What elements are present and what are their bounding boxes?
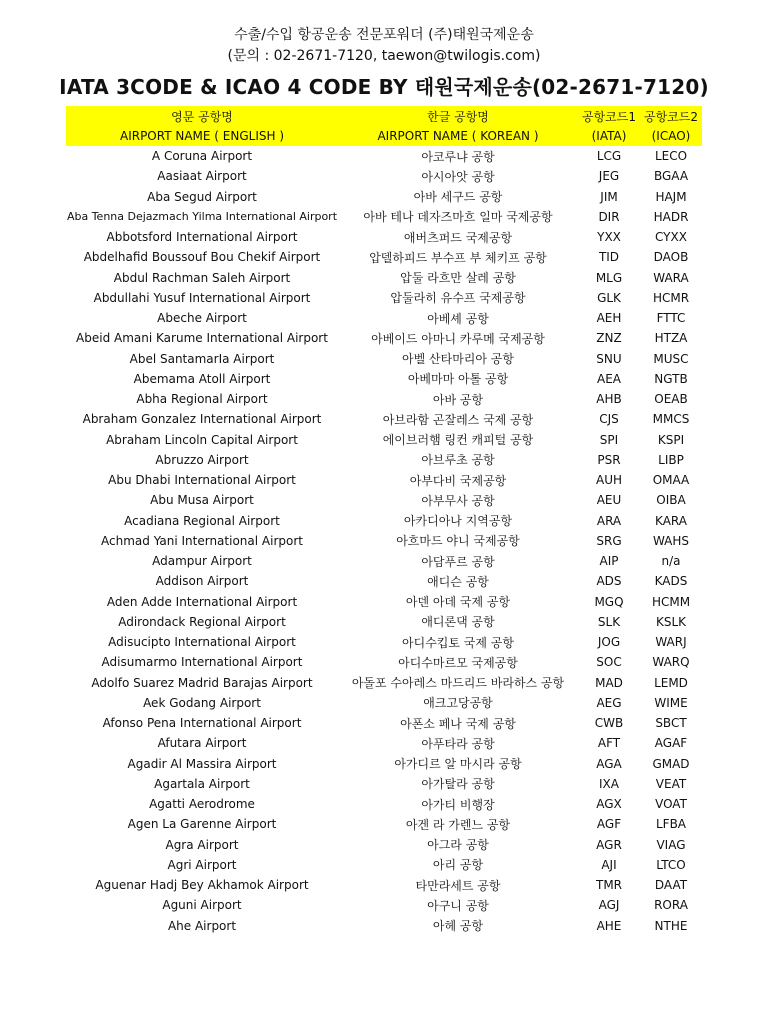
cell-english-name: Aguni Airport bbox=[162, 898, 242, 913]
cell-english-name: Abu Musa Airport bbox=[150, 493, 254, 508]
cell-english-name: Aguenar Hadj Bey Akhamok Airport bbox=[95, 878, 309, 893]
cell-iata-code: AGJ bbox=[598, 898, 620, 913]
cell-icao-code: NTHE bbox=[654, 918, 688, 933]
cell-english-name: Afutara Airport bbox=[157, 736, 247, 751]
cell-english-name: Adisumarmo International Airport bbox=[101, 655, 303, 670]
table-row bbox=[66, 855, 702, 875]
cell-iata-code: AEA bbox=[597, 371, 621, 386]
table-row bbox=[66, 531, 702, 551]
cell-iata-code: LCG bbox=[596, 149, 622, 164]
cell-english-name: A Coruna Airport bbox=[151, 149, 253, 164]
cell-english-name: Agatti Aerodrome bbox=[149, 797, 255, 812]
cell-iata-code: AFT bbox=[597, 736, 621, 751]
table-row bbox=[66, 308, 702, 328]
cell-iata-code: TMR bbox=[595, 878, 623, 893]
cell-english-name: Adampur Airport bbox=[152, 554, 252, 569]
table-row bbox=[66, 470, 702, 490]
cell-korean-name: 아그라 공항 bbox=[427, 838, 489, 853]
table-row bbox=[66, 227, 702, 247]
table-row bbox=[66, 673, 702, 693]
cell-english-name: Abbotsford International Airport bbox=[106, 230, 298, 245]
table-row bbox=[66, 875, 702, 895]
cell-icao-code: HADR bbox=[653, 209, 689, 224]
table-row bbox=[66, 733, 702, 753]
cell-icao-code: OEAB bbox=[654, 392, 688, 407]
cell-icao-code: VOAT bbox=[655, 797, 687, 812]
cell-iata-code: JIM bbox=[600, 189, 618, 204]
cell-iata-code: ARA bbox=[596, 513, 622, 528]
cell-iata-code: AHE bbox=[596, 918, 622, 933]
cell-english-name: Abeid Amani Karume International Airport bbox=[76, 331, 328, 346]
cell-english-name: Aba Tenna Dejazmach Yilma International Airport bbox=[66, 210, 338, 224]
table-row bbox=[66, 450, 702, 470]
cell-icao-code: WIME bbox=[654, 695, 688, 710]
cell-icao-code: WARQ bbox=[652, 655, 690, 670]
cell-iata-code: AUH bbox=[595, 473, 622, 488]
cell-icao-code: HTZA bbox=[654, 331, 688, 346]
cell-iata-code: AGF bbox=[596, 817, 622, 832]
cell-icao-code: HAJM bbox=[655, 189, 687, 204]
header-english-name: AIRPORT NAME ( ENGLISH ) bbox=[66, 126, 338, 146]
cell-korean-name: 아담푸르 공항 bbox=[421, 554, 495, 569]
cell-english-name: Adisucipto International Airport bbox=[108, 635, 296, 650]
table-row bbox=[66, 551, 702, 571]
cell-korean-name: 아디수마르모 국제공항 bbox=[398, 655, 518, 670]
cell-english-name: Aek Godang Airport bbox=[143, 695, 261, 710]
cell-icao-code: WARA bbox=[653, 270, 689, 285]
cell-iata-code: CWB bbox=[594, 716, 624, 731]
cell-icao-code: KARA bbox=[655, 513, 687, 528]
table-row bbox=[66, 713, 702, 733]
table-row bbox=[66, 895, 702, 915]
table-row bbox=[66, 916, 702, 936]
header-row-korean bbox=[66, 106, 702, 126]
header-korean-name-ko: 한글 공항명 bbox=[338, 106, 578, 126]
cell-icao-code: HCMR bbox=[652, 290, 690, 305]
cell-iata-code: MGQ bbox=[594, 594, 624, 609]
cell-korean-name: 아바 공항 bbox=[432, 392, 484, 407]
table-row bbox=[66, 166, 702, 186]
cell-korean-name: 아리 공항 bbox=[432, 858, 484, 873]
cell-english-name: Agadir Al Massira Airport bbox=[127, 756, 277, 771]
cell-english-name: Adirondack Regional Airport bbox=[118, 614, 286, 629]
cell-iata-code: AJI bbox=[601, 857, 617, 872]
cell-korean-name: 아가디르 알 마시라 공항 bbox=[394, 757, 522, 772]
cell-iata-code: AGR bbox=[596, 837, 622, 852]
cell-icao-code: DAOB bbox=[653, 250, 689, 265]
cell-icao-code: OIBA bbox=[656, 493, 686, 508]
cell-korean-name: 에이브러햄 링컨 캐피털 공항 bbox=[382, 433, 534, 448]
cell-iata-code: YXX bbox=[597, 230, 621, 245]
cell-icao-code: KSPI bbox=[657, 432, 685, 447]
cell-iata-code: AEH bbox=[596, 311, 622, 326]
cell-icao-code: HCMM bbox=[651, 594, 691, 609]
cell-icao-code: MUSC bbox=[653, 351, 689, 366]
cell-iata-code: AEG bbox=[596, 695, 622, 710]
cell-iata-code: AEU bbox=[596, 493, 622, 508]
table-row bbox=[66, 835, 702, 855]
cell-icao-code: LEMD bbox=[654, 675, 688, 690]
cell-korean-name: 아덴 아데 국제 공항 bbox=[405, 595, 511, 610]
cell-english-name: Abraham Lincoln Capital Airport bbox=[106, 432, 298, 447]
table-row bbox=[66, 430, 702, 450]
cell-icao-code: VEAT bbox=[655, 776, 687, 791]
cell-korean-name: 아폰소 페나 국제 공항 bbox=[400, 716, 516, 731]
cell-english-name: Abraham Gonzalez International Airport bbox=[82, 412, 322, 427]
table-row bbox=[66, 349, 702, 369]
table-row bbox=[66, 187, 702, 207]
cell-icao-code: SBCT bbox=[655, 716, 687, 731]
cell-english-name: Abha Regional Airport bbox=[136, 392, 268, 407]
cell-icao-code: LTCO bbox=[656, 857, 686, 872]
cell-korean-name: 아베마마 아톨 공항 bbox=[407, 372, 509, 387]
cell-korean-name: 애디슨 공항 bbox=[427, 574, 489, 589]
cell-icao-code: KSLK bbox=[655, 614, 687, 629]
cell-icao-code: WARJ bbox=[655, 635, 687, 650]
cell-korean-name: 아가티 비행장 bbox=[421, 797, 495, 812]
cell-english-name: Abdul Rachman Saleh Airport bbox=[113, 270, 291, 285]
cell-korean-name: 아겐 라 가렌느 공항 bbox=[405, 817, 511, 832]
table-header bbox=[66, 106, 702, 146]
cell-korean-name: 아브루초 공항 bbox=[421, 453, 495, 468]
cell-english-name: Ahe Airport bbox=[167, 918, 237, 933]
cell-icao-code: DAAT bbox=[654, 878, 688, 893]
table-row bbox=[66, 693, 702, 713]
cell-icao-code: MMCS bbox=[652, 412, 690, 427]
cell-english-name: Addison Airport bbox=[155, 574, 249, 589]
table-row bbox=[66, 511, 702, 531]
cell-english-name: Agen La Garenne Airport bbox=[127, 817, 277, 832]
cell-korean-name: 아푸타라 공항 bbox=[421, 736, 495, 751]
table-row bbox=[66, 268, 702, 288]
table-row bbox=[66, 571, 702, 591]
cell-korean-name: 아돌포 수아레스 마드리드 바라하스 공항 bbox=[351, 676, 565, 691]
cell-english-name: Agri Airport bbox=[167, 857, 237, 872]
cell-icao-code: LIBP bbox=[658, 452, 684, 467]
cell-iata-code: MLG bbox=[595, 270, 623, 285]
cell-iata-code: SRG bbox=[596, 533, 622, 548]
table-row bbox=[66, 409, 702, 429]
cell-english-name: Abruzzo Airport bbox=[155, 452, 249, 467]
header-korean-name: AIRPORT NAME ( KOREAN ) bbox=[338, 126, 578, 146]
cell-iata-code: PSR bbox=[597, 452, 621, 467]
cell-korean-name: 애버츠퍼드 국제공항 bbox=[403, 230, 513, 245]
cell-korean-name: 애크고당공항 bbox=[423, 696, 493, 711]
cell-icao-code: OMAA bbox=[652, 473, 690, 488]
table-row bbox=[66, 632, 702, 652]
cell-iata-code: ZNZ bbox=[596, 331, 622, 346]
table-row bbox=[66, 288, 702, 308]
cell-iata-code: SOC bbox=[596, 655, 622, 670]
cell-korean-name: 아바 테나 데자즈마흐 일마 국제공항 bbox=[363, 210, 553, 225]
cell-english-name: Afonso Pena International Airport bbox=[102, 716, 302, 731]
cell-icao-code: RORA bbox=[654, 898, 688, 913]
cell-icao-code: BGAA bbox=[653, 169, 689, 184]
cell-english-name: Aba Segud Airport bbox=[147, 189, 257, 204]
table-row bbox=[66, 207, 702, 227]
table-body bbox=[66, 146, 702, 936]
cell-icao-code: AGAF bbox=[654, 736, 688, 751]
cell-korean-name: 아벨 산타마리아 공항 bbox=[402, 352, 514, 367]
cell-english-name: Aden Adde International Airport bbox=[106, 594, 298, 609]
cell-icao-code: GMAD bbox=[652, 756, 690, 771]
cell-english-name: Abdelhafid Boussouf Bou Chekif Airport bbox=[83, 250, 321, 265]
cell-icao-code: KADS bbox=[654, 574, 688, 589]
cell-english-name: Abeche Airport bbox=[157, 311, 247, 326]
cell-iata-code: IXA bbox=[599, 776, 619, 791]
table-row bbox=[66, 612, 702, 632]
cell-korean-name: 아시아앗 공항 bbox=[421, 169, 495, 184]
page-title: IATA 3CODE & ICAO 4 CODE BY 태원국제운송(02-2671-7120) bbox=[59, 75, 709, 99]
cell-icao-code: n/a bbox=[661, 554, 681, 569]
cell-korean-name: 아헤 공항 bbox=[432, 919, 484, 934]
cell-korean-name: 아브라함 곤잘레스 국제 공항 bbox=[382, 412, 534, 427]
header-iata: (IATA) bbox=[578, 126, 640, 146]
cell-icao-code: FTTC bbox=[656, 311, 686, 326]
cell-iata-code: SLK bbox=[597, 614, 621, 629]
cell-korean-name: 타만라세트 공항 bbox=[415, 878, 501, 893]
cell-english-name: Achmad Yani International Airport bbox=[101, 533, 303, 548]
contact-line: (문의 : 02-2671-7120, taewon@twilogis.com) bbox=[227, 48, 541, 64]
table-row bbox=[66, 592, 702, 612]
cell-english-name: Agra Airport bbox=[165, 837, 239, 852]
cell-english-name: Abu Dhabi International Airport bbox=[108, 473, 296, 488]
cell-korean-name: 압둘라히 유수프 국제공항 bbox=[390, 291, 526, 306]
table-row bbox=[66, 328, 702, 348]
cell-korean-name: 아흐마드 야니 국제공항 bbox=[396, 534, 520, 549]
cell-english-name: Adolfo Suarez Madrid Barajas Airport bbox=[91, 675, 313, 690]
cell-korean-name: 아베셰 공항 bbox=[427, 311, 489, 326]
table-row bbox=[66, 794, 702, 814]
cell-iata-code: GLK bbox=[597, 290, 621, 305]
cell-icao-code: LECO bbox=[654, 149, 688, 164]
cell-korean-name: 아카디아나 지역공항 bbox=[403, 514, 513, 529]
company-line: 수출/수입 항공운송 전문포워더 (주)태원국제운송 bbox=[234, 27, 534, 43]
cell-iata-code: DIR bbox=[598, 209, 620, 224]
cell-iata-code: SNU bbox=[596, 351, 622, 366]
cell-korean-name: 아바 세구드 공항 bbox=[413, 190, 503, 205]
cell-korean-name: 아가탈라 공항 bbox=[421, 777, 495, 792]
cell-iata-code: AGA bbox=[596, 756, 622, 771]
airport-code-table bbox=[66, 106, 702, 936]
cell-english-name: Agartala Airport bbox=[154, 776, 250, 791]
cell-korean-name: 아부다비 국제공항 bbox=[409, 473, 507, 488]
header-icao: (ICAO) bbox=[640, 126, 702, 146]
table-row bbox=[66, 774, 702, 794]
table-row bbox=[66, 814, 702, 834]
table-row bbox=[66, 369, 702, 389]
cell-iata-code: ADS bbox=[596, 574, 622, 589]
cell-english-name: Acadiana Regional Airport bbox=[124, 513, 280, 528]
cell-english-name: Abemama Atoll Airport bbox=[133, 371, 271, 386]
cell-icao-code: CYXX bbox=[655, 230, 687, 245]
table-row bbox=[66, 389, 702, 409]
cell-iata-code: AHB bbox=[596, 392, 622, 407]
cell-korean-name: 압델하피드 부수프 부 체키프 공항 bbox=[369, 250, 547, 265]
header-code2-ko: 공항코드2 bbox=[640, 106, 702, 126]
cell-iata-code: JEG bbox=[598, 169, 620, 184]
header-english-name-ko: 영문 공항명 bbox=[66, 106, 338, 126]
cell-icao-code: NGTB bbox=[654, 371, 688, 386]
cell-english-name: Aasiaat Airport bbox=[157, 169, 247, 184]
cell-english-name: Abel SantamarIa Airport bbox=[129, 351, 275, 366]
table-row bbox=[66, 490, 702, 510]
header-code1-ko: 공항코드1 bbox=[578, 106, 640, 126]
cell-iata-code: TID bbox=[598, 250, 620, 265]
cell-icao-code: LFBA bbox=[655, 817, 687, 832]
header-row-english bbox=[66, 126, 702, 146]
cell-english-name: Abdullahi Yusuf International Airport bbox=[93, 290, 311, 305]
cell-iata-code: CJS bbox=[599, 412, 619, 427]
cell-icao-code: WAHS bbox=[652, 533, 690, 548]
cell-korean-name: 압둘 라흐만 살레 공항 bbox=[400, 271, 516, 286]
cell-iata-code: JOG bbox=[597, 635, 621, 650]
cell-korean-name: 아구니 공항 bbox=[427, 898, 489, 913]
table-row bbox=[66, 247, 702, 267]
cell-korean-name: 아베이드 아마니 카루메 국제공항 bbox=[371, 331, 545, 346]
table-row bbox=[66, 754, 702, 774]
cell-korean-name: 아부무사 공항 bbox=[421, 493, 495, 508]
cell-korean-name: 아코루냐 공항 bbox=[421, 149, 495, 164]
cell-iata-code: SPI bbox=[599, 432, 619, 447]
cell-iata-code: AGX bbox=[596, 797, 622, 812]
cell-korean-name: 애디론댁 공항 bbox=[421, 615, 495, 630]
table-row bbox=[66, 652, 702, 672]
cell-iata-code: AIP bbox=[599, 554, 619, 569]
cell-icao-code: VIAG bbox=[656, 837, 686, 852]
cell-korean-name: 아디수킵토 국제 공항 bbox=[402, 635, 514, 650]
table-row bbox=[66, 146, 702, 166]
cell-iata-code: MAD bbox=[595, 675, 623, 690]
